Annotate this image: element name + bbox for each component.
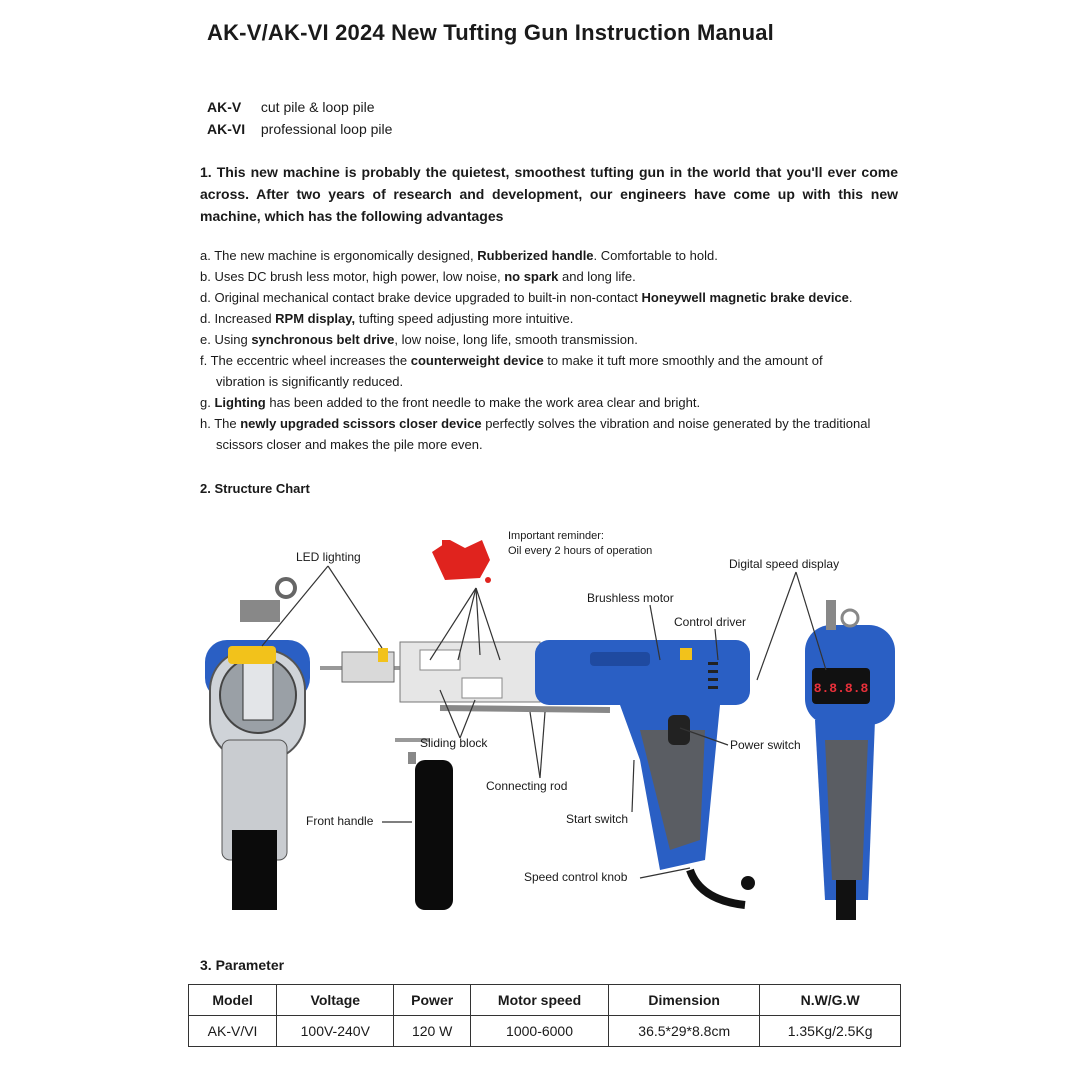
advantage-item-d2: d. Increased RPM display, tufting speed adjusting more intuitive. [200, 311, 574, 326]
model-desc: professional loop pile [260, 121, 393, 137]
label-control-driver: Control driver [674, 615, 747, 629]
advantage-item-b: b. Uses DC brush less motor, high power, low noise, no spark and long life. [200, 269, 636, 284]
column-header: Voltage [277, 985, 394, 1016]
label-speed-control-knob: Speed control knob [524, 870, 628, 884]
label-power-switch: Power switch [730, 738, 801, 752]
table-row [189, 1016, 901, 1047]
table-cell: 100V-240V [277, 1016, 394, 1047]
column-header: N.W/G.W [760, 985, 901, 1016]
table-cell: AK-V/VI [189, 1016, 277, 1047]
table-cell: 36.5*29*8.8cm [609, 1016, 760, 1047]
section-heading-parameter: 3. Parameter [200, 957, 285, 973]
section-heading-structure: 2. Structure Chart [200, 481, 310, 496]
table-cell: 120 W [394, 1016, 470, 1047]
table-header-row [189, 985, 901, 1016]
leader-lines [262, 566, 826, 878]
advantage-item-d1: d. Original mechanical contact brake device upgraded to built-in non-contact Honeywell magnetic brake device. [200, 290, 853, 305]
label-front-handle: Front handle [306, 814, 374, 828]
important-reminder [508, 529, 652, 559]
advantage-item-f: f. The eccentric wheel increases the counterweight device to make it tuft more smoothly and the amount of vibration is significantly reduced. [200, 353, 823, 389]
reminder-title: Important reminder: [508, 530, 604, 542]
advantage-item-h: h. The newly upgraded scissors closer device perfectly solves the vibration and noise generated by the traditional scissors closer and makes the pile more even. [200, 416, 871, 452]
digital-display-readout: 8.8.8.8 [813, 681, 869, 696]
label-connecting-rod: Connecting rod [486, 779, 568, 793]
label-led-lighting: LED lighting [296, 550, 361, 564]
table-cell: 1.35Kg/2.5Kg [760, 1016, 901, 1047]
advantage-item-e: e. Using synchronous belt drive, low noise, long life, smooth transmission. [200, 332, 638, 347]
document-title: AK-V/AK-VI 2024 New Tufting Gun Instruction Manual [207, 20, 774, 45]
label-brushless-motor: Brushless motor [587, 591, 674, 605]
intro-paragraph: 1. This new machine is probably the quietest, smoothest tufting gun in the world that you'll ever come across. After two years of research and development, our engineers have come up with this new machine, which has the following advantages [200, 164, 898, 224]
label-digital-speed-display: Digital speed display [729, 557, 840, 571]
label-sliding-block: Sliding block [420, 736, 488, 750]
front-view-illustration [205, 579, 310, 910]
label-start-switch: Start switch [566, 812, 629, 826]
back-view-illustration [805, 600, 895, 920]
table-cell: 1000-6000 [470, 1016, 608, 1047]
parameter-table [188, 984, 901, 1047]
advantage-item-a: a. The new machine is ergonomically designed, Rubberized handle. Comfortable to hold. [200, 248, 718, 263]
advantage-item-g: g. Lighting has been added to the front needle to make the work area clear and bright. [200, 395, 701, 410]
model-code: AK-VI [207, 121, 246, 137]
column-header: Power [394, 985, 470, 1016]
column-header: Dimension [609, 985, 760, 1016]
oil-can-icon [432, 540, 491, 583]
reminder-text: Oil every 2 hours of operation [508, 545, 653, 557]
column-header: Model [189, 985, 277, 1016]
column-header: Motor speed [470, 985, 608, 1016]
model-code: AK-V [207, 99, 242, 115]
model-desc: cut pile & loop pile [260, 99, 375, 115]
